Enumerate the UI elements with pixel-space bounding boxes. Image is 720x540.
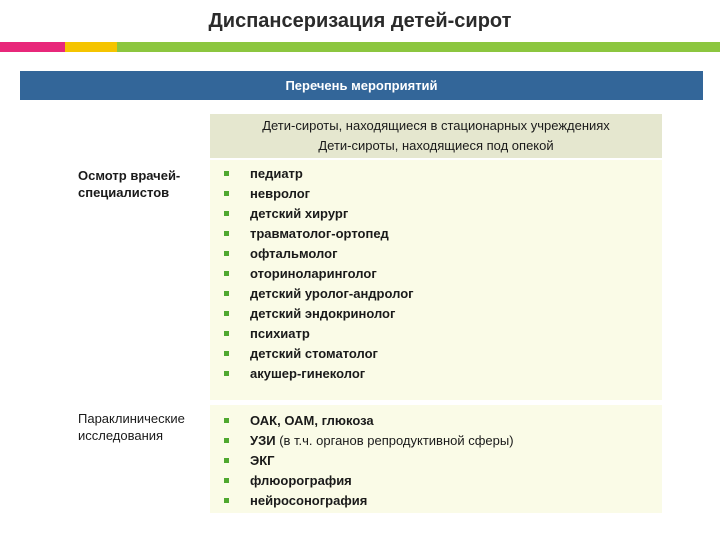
slide-title: Диспансеризация детей-сирот xyxy=(208,10,512,32)
bullet-icon xyxy=(224,271,229,276)
list-item: детский уролог-андролог xyxy=(220,284,414,304)
list-item: флюорография xyxy=(220,471,514,491)
accent-stripe-green xyxy=(117,42,720,52)
bullet-icon xyxy=(224,291,229,296)
list-item: нейросонография xyxy=(220,491,514,511)
accent-stripe-pink xyxy=(0,42,65,52)
uzi-label: УЗИ xyxy=(250,433,276,448)
row-label-diagnostics: Параклинические исследования xyxy=(78,411,185,443)
bullet-icon xyxy=(224,191,229,196)
specialists-list xyxy=(220,164,414,384)
list-item: ОАК, ОАМ, глюкоза xyxy=(220,411,514,431)
diagnostics-list xyxy=(220,411,514,511)
list-item: детский хирург xyxy=(220,204,414,224)
list-item: педиатр xyxy=(220,164,414,184)
bullet-icon xyxy=(224,478,229,483)
bullet-icon xyxy=(224,438,229,443)
table-banner: Перечень мероприятий xyxy=(20,71,703,100)
accent-stripe-yellow xyxy=(65,42,117,52)
list-item: психиатр xyxy=(220,324,414,344)
bullet-icon xyxy=(224,371,229,376)
bullet-icon xyxy=(224,211,229,216)
list-item: невролог xyxy=(220,184,414,204)
list-item: оториноларинголог xyxy=(220,264,414,284)
list-item xyxy=(220,431,514,451)
list-item: ЭКГ xyxy=(220,451,514,471)
bullet-icon xyxy=(224,331,229,336)
uzi-note: (в т.ч. органов репродуктивной сферы) xyxy=(275,433,514,448)
list-item: детский эндокринолог xyxy=(220,304,414,324)
bullet-icon xyxy=(224,498,229,503)
bullet-icon xyxy=(224,458,229,463)
table-header xyxy=(210,114,662,158)
list-item: офтальмолог xyxy=(220,244,414,264)
header-line-1: Дети-сироты, находящиеся в стационарных учреждениях xyxy=(262,118,610,133)
bullet-icon xyxy=(224,251,229,256)
bullet-icon xyxy=(224,351,229,356)
row-label-specialists: Осмотр врачей-специалистов xyxy=(78,168,181,200)
list-item: детский стоматолог xyxy=(220,344,414,364)
bullet-icon xyxy=(224,231,229,236)
bullet-icon xyxy=(224,171,229,176)
list-item: травматолог-ортопед xyxy=(220,224,414,244)
header-line-2: Дети-сироты, находящиеся под опекой xyxy=(318,138,554,153)
bullet-icon xyxy=(224,418,229,423)
list-item: акушер-гинеколог xyxy=(220,364,414,384)
bullet-icon xyxy=(224,311,229,316)
